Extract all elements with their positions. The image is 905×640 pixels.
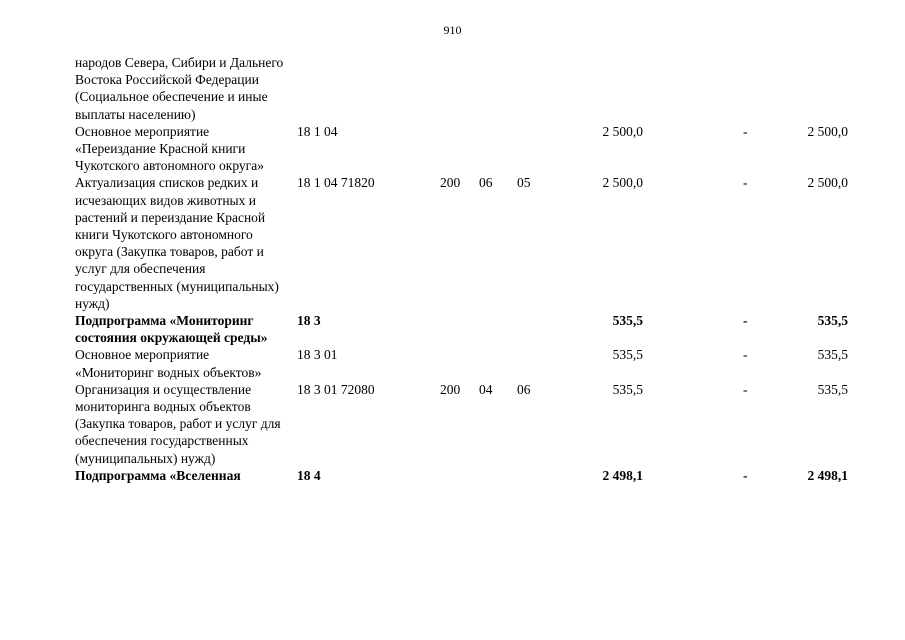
row-name: Основное мероприятие «Мониторинг водных объектов» — [75, 347, 262, 380]
row-vr: 200 — [440, 175, 461, 191]
page-number: 910 — [443, 23, 462, 37]
row-code: 18 3 — [297, 313, 321, 329]
row-name: Подпрограмма «Мониторинг состояния окружающей среды» — [75, 313, 268, 346]
row-name: Организация и осуществление мониторинга водных объектов (Закупка товаров, работ и услуг для обеспечения государственных (муниципальных) нужд) — [75, 381, 281, 466]
table-row — [75, 54, 865, 123]
row-name: Подпрограмма «Вселенная — [75, 467, 241, 483]
row-pr: 05 — [517, 175, 531, 191]
row-rz: 06 — [479, 175, 493, 191]
table-row — [75, 174, 865, 312]
table-row — [75, 123, 865, 175]
budget-table — [75, 54, 865, 484]
row-sum: 535,5 — [612, 313, 643, 329]
row-sum: 2 498,1 — [602, 467, 643, 483]
row-name: народов Севера, Сибири и Дальнего Востока Российской Федерации (Социальное обеспечение и иные выплаты населению) — [75, 55, 284, 122]
row-total: 2 498,1 — [807, 467, 848, 483]
row-sum: 2 500,0 — [602, 175, 643, 191]
row-name: Основное мероприятие «Переиздание Красной книги Чукотского автономного округа» — [75, 123, 264, 174]
row-code: 18 1 04 71820 — [297, 175, 375, 191]
row-total: 2 500,0 — [807, 175, 848, 191]
table-row — [75, 312, 865, 346]
row-vr: 200 — [440, 381, 461, 397]
row-change: - — [743, 123, 748, 139]
row-change: - — [743, 467, 748, 483]
row-change: - — [743, 175, 748, 191]
table-row — [75, 467, 865, 484]
row-change: - — [743, 347, 748, 363]
row-code: 18 3 01 72080 — [297, 381, 375, 397]
row-pr: 06 — [517, 381, 531, 397]
row-change: - — [743, 313, 748, 329]
row-total: 535,5 — [817, 313, 848, 329]
table-row — [75, 346, 865, 380]
row-code: 18 1 04 — [297, 123, 338, 139]
row-total: 535,5 — [817, 347, 848, 363]
row-code: 18 3 01 — [297, 347, 338, 363]
row-sum: 535,5 — [612, 347, 643, 363]
row-rz: 04 — [479, 381, 493, 397]
table-row — [75, 381, 865, 467]
row-sum: 2 500,0 — [602, 123, 643, 139]
row-name: Актуализация списков редких и исчезающих видов животных и растений и переиздание Красной книги Чукотского автономного округа (Закупка товаров, работ и услуг для обеспечения государственных (муниципальных) нужд) — [75, 175, 279, 311]
row-total: 2 500,0 — [807, 123, 848, 139]
row-change: - — [743, 381, 748, 397]
row-sum: 535,5 — [612, 381, 643, 397]
row-code: 18 4 — [297, 467, 321, 483]
row-total: 535,5 — [817, 381, 848, 397]
